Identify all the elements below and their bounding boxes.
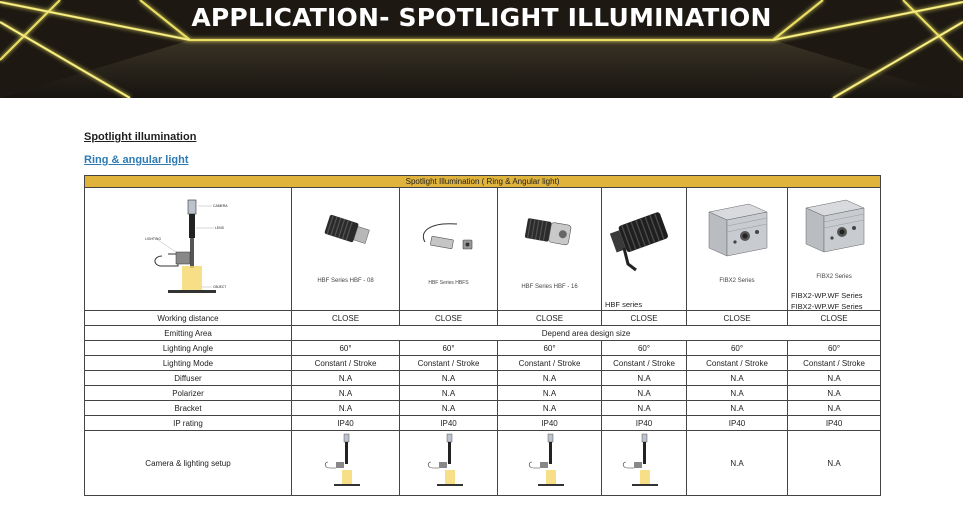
table-cell: N.A xyxy=(400,386,498,401)
product-cell xyxy=(602,188,687,311)
row-label: Lighting Angle xyxy=(85,341,292,356)
light-source-box-icon xyxy=(701,198,773,262)
product-caption: FIBX2 Series xyxy=(816,274,852,280)
table-cell: IP40 xyxy=(498,416,602,431)
table-cell: N.A xyxy=(788,371,881,386)
table-cell: N.A xyxy=(292,371,400,386)
row-label: Camera & lighting setup xyxy=(85,431,292,496)
table-cell: 60° xyxy=(788,341,881,356)
page-title: APPLICATION- SPOTLIGHT ILLUMINATION xyxy=(191,3,772,32)
table-cell: N.A xyxy=(400,401,498,416)
product-cell xyxy=(687,188,788,311)
ring-spotlight-icon xyxy=(522,212,578,252)
row-label: Polarizer xyxy=(85,386,292,401)
row-label: Working distance xyxy=(85,311,292,326)
table-cell: Constant / Stroke xyxy=(602,356,687,371)
diagram-lighting-label: LIGHTING xyxy=(145,237,162,241)
table-row xyxy=(85,416,881,431)
table-cell: IP40 xyxy=(400,416,498,431)
table-cell: N.A xyxy=(400,371,498,386)
table-cell: N.A xyxy=(602,401,687,416)
cable-spotlight-icon xyxy=(417,218,481,254)
product-caption: HBF Series HBF - 16 xyxy=(521,284,578,290)
row-label: Diffuser xyxy=(85,371,292,386)
table-row xyxy=(85,341,881,356)
setup-diagram-cell xyxy=(85,188,292,311)
finned-spotlight-icon xyxy=(318,210,374,252)
table-cell: 60° xyxy=(400,341,498,356)
table-cell: N.A xyxy=(498,386,602,401)
table-cell: 60° xyxy=(292,341,400,356)
product-cell xyxy=(788,188,881,311)
table-cell: N.A xyxy=(498,401,602,416)
camera-setup-thumbnail-icon xyxy=(316,432,376,492)
large-finned-spotlight-icon xyxy=(604,204,684,276)
table-cell: CLOSE xyxy=(400,311,498,326)
diagram-object-label: OBJECT xyxy=(213,285,227,289)
table-cell: IP40 xyxy=(788,416,881,431)
camera-setup-thumbnail-icon xyxy=(614,432,674,492)
row-label: IP rating xyxy=(85,416,292,431)
table-cell: N.A xyxy=(788,401,881,416)
product-caption: HBF Series HBF - 08 xyxy=(317,278,374,284)
row-label: Lighting Mode xyxy=(85,356,292,371)
product-caption-line: FIBX2-WP.WF Series xyxy=(791,291,863,300)
light-source-box-icon xyxy=(798,194,870,258)
table-cell: N.A xyxy=(602,371,687,386)
table-cell: N.A xyxy=(687,386,788,401)
table-cell: Constant / Stroke xyxy=(788,356,881,371)
product-cell xyxy=(400,188,498,311)
table-cell: N.A xyxy=(602,386,687,401)
product-cell xyxy=(498,188,602,311)
header-banner xyxy=(0,0,963,98)
table-cell: CLOSE xyxy=(788,311,881,326)
table-cell: Constant / Stroke xyxy=(400,356,498,371)
table-cell: Constant / Stroke xyxy=(687,356,788,371)
camera-setup-diagram xyxy=(128,194,248,304)
product-caption-line: FIBX2-WP.WF Series xyxy=(791,302,863,311)
table-cell: N.A xyxy=(788,431,881,496)
product-caption: HBF series xyxy=(605,300,643,309)
table-row xyxy=(85,386,881,401)
spec-table xyxy=(84,175,881,496)
setup-diagram-thumb xyxy=(292,431,400,496)
camera-setup-thumbnail-icon xyxy=(520,432,580,492)
table-cell: IP40 xyxy=(687,416,788,431)
product-caption: HBF Series HBFS xyxy=(428,280,469,286)
table-cell: IP40 xyxy=(602,416,687,431)
table-cell: N.A xyxy=(687,401,788,416)
table-cell: 60° xyxy=(498,341,602,356)
table-cell: N.A xyxy=(788,386,881,401)
table-cell: IP40 xyxy=(292,416,400,431)
table-cell: CLOSE xyxy=(498,311,602,326)
table-row xyxy=(85,311,881,326)
table-header: Spotlight Illumination ( Ring & Angular light) xyxy=(85,176,881,188)
table-cell: N.A xyxy=(687,431,788,496)
product-cell xyxy=(292,188,400,311)
table-cell: 60° xyxy=(687,341,788,356)
setup-diagram-thumb xyxy=(498,431,602,496)
table-cell: 60° xyxy=(602,341,687,356)
table-cell: Constant / Stroke xyxy=(498,356,602,371)
table-row xyxy=(85,326,881,341)
table-cell: CLOSE xyxy=(687,311,788,326)
camera-setup-thumbnail-icon xyxy=(419,432,479,492)
table-cell: CLOSE xyxy=(292,311,400,326)
diagram-lens-label: LENS xyxy=(215,226,224,230)
ring-angular-light-link[interactable]: Ring & angular light xyxy=(84,154,189,166)
table-cell: N.A xyxy=(687,371,788,386)
row-label: Bracket xyxy=(85,401,292,416)
diagram-camera-label: CAMERA xyxy=(213,204,228,208)
row-label: Emitting Area xyxy=(85,326,292,341)
product-caption: FIBX2 Series xyxy=(719,278,755,284)
table-row xyxy=(85,356,881,371)
setup-diagram-thumb xyxy=(602,431,687,496)
merged-cell: Depend area design size xyxy=(292,326,881,341)
table-row xyxy=(85,371,881,386)
table-cell: N.A xyxy=(292,401,400,416)
table-row xyxy=(85,401,881,416)
setup-diagram-thumb xyxy=(400,431,498,496)
table-row xyxy=(85,431,881,496)
table-cell: CLOSE xyxy=(602,311,687,326)
table-cell: N.A xyxy=(292,386,400,401)
table-cell: Constant / Stroke xyxy=(292,356,400,371)
table-cell: N.A xyxy=(498,371,602,386)
section-heading: Spotlight illumination xyxy=(84,131,197,143)
